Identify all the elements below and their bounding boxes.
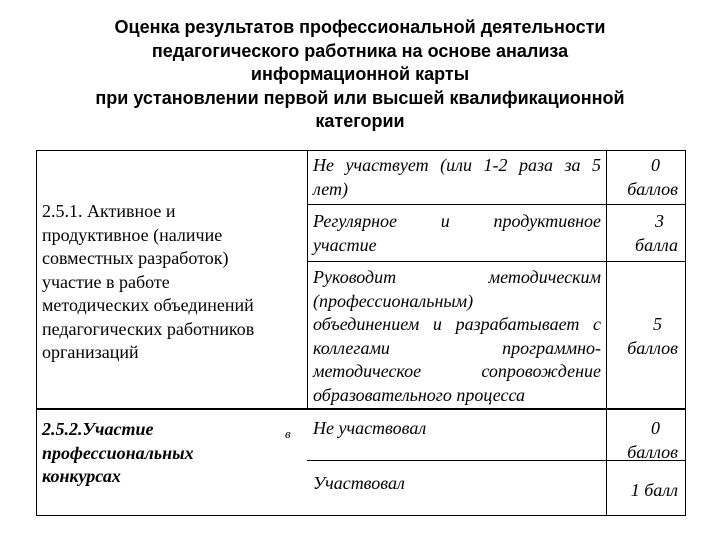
criterion-line: участие в работе bbox=[42, 271, 170, 292]
score-value: 5 bbox=[653, 314, 662, 334]
option-line: Не участвовал bbox=[313, 418, 427, 438]
title-line: информационной карты bbox=[250, 64, 470, 84]
score-value: 3 bbox=[655, 211, 664, 231]
title-line: при установлении первой или высшей квалификационной bbox=[95, 87, 625, 108]
table-border-bottom bbox=[36, 515, 686, 516]
criterion-line: методических объединений bbox=[42, 295, 254, 315]
score-unit: баллов bbox=[627, 178, 678, 199]
criterion-line: профессиональных bbox=[42, 442, 194, 463]
row-divider bbox=[307, 204, 686, 205]
criterion-line: организаций bbox=[42, 342, 139, 362]
criterion-preposition: в bbox=[285, 426, 291, 441]
score-unit: баллов bbox=[627, 441, 678, 462]
score-unit: баллов bbox=[627, 337, 678, 358]
criterion-line: совместных разработок) bbox=[42, 248, 229, 268]
option-description bbox=[313, 154, 601, 201]
row-divider bbox=[307, 261, 686, 262]
option-score bbox=[610, 210, 678, 257]
option-description bbox=[313, 210, 601, 257]
table-border-top bbox=[36, 150, 686, 151]
option-line: (профессиональным) bbox=[313, 290, 474, 311]
title-line: педагогического работника на основе анализа bbox=[151, 40, 569, 61]
option-description bbox=[313, 266, 601, 407]
score-value: 0 bbox=[651, 155, 660, 175]
option-line: методическое сопровождение bbox=[313, 361, 601, 381]
option-description bbox=[313, 417, 601, 441]
score-value: 1 балл bbox=[630, 480, 678, 500]
option-description bbox=[313, 472, 601, 496]
criterion-line: продуктивное (наличие bbox=[42, 224, 223, 245]
option-line: объединением и разрабатывает с bbox=[313, 314, 601, 334]
option-line: Регулярное и продуктивное bbox=[313, 211, 601, 231]
option-score bbox=[610, 313, 678, 360]
criterion-line: педагогических работников bbox=[42, 318, 255, 339]
option-score bbox=[610, 417, 678, 464]
page-title bbox=[0, 16, 720, 134]
column-divider bbox=[307, 150, 308, 408]
option-line: образовательного процесса bbox=[313, 384, 526, 405]
criterion-line: 2.5.1. Активное и bbox=[42, 201, 176, 221]
option-score bbox=[610, 479, 678, 503]
row-divider bbox=[36, 408, 686, 410]
option-score bbox=[610, 154, 678, 201]
table-border-left bbox=[36, 150, 37, 516]
score-value: 0 bbox=[651, 418, 660, 438]
criterion-2-5-2 bbox=[42, 418, 292, 489]
option-line: коллегами программно- bbox=[313, 337, 601, 358]
criterion-line: 2.5.2.Участие bbox=[42, 419, 154, 439]
title-line: Оценка результатов профессиональной деятельности bbox=[114, 17, 606, 37]
title-line: категории bbox=[315, 111, 405, 131]
option-line: Руководит методическим bbox=[313, 267, 601, 287]
criterion-2-5-1 bbox=[42, 200, 302, 365]
option-line: Участвовал bbox=[313, 473, 405, 493]
option-line: лет) bbox=[313, 178, 349, 199]
evaluation-table bbox=[36, 150, 686, 516]
criterion-line: конкурсах bbox=[42, 466, 121, 486]
option-line: участие bbox=[313, 234, 377, 255]
option-line: Не участвует (или 1-2 раза за 5 bbox=[313, 155, 601, 175]
score-unit: балла bbox=[635, 234, 678, 255]
